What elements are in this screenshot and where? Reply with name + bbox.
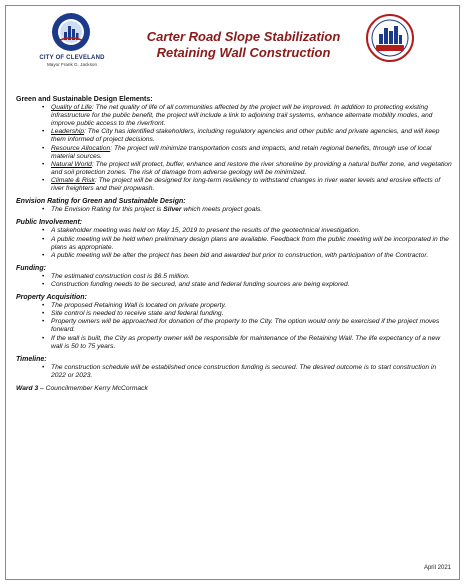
- ward-text: – Councilmember Kerry McCormack: [38, 385, 148, 392]
- title-line-2: Retaining Wall Construction: [156, 45, 331, 60]
- item-term: Quality of Life: [51, 104, 92, 112]
- list-item: [51, 177, 452, 193]
- funding-section: [16, 265, 452, 289]
- property-section: [16, 294, 452, 351]
- list-item: [51, 161, 452, 177]
- list-item: • Construction funding needs to be secured, and state and federal funding sources are being explored.: [51, 281, 452, 289]
- envision-text: The Envision Rating for this project is: [51, 206, 164, 214]
- item-text: : The project will minimize transportation costs and impacts, and retain regional benefits, through use of local material sources.: [51, 144, 432, 160]
- org-name: CITY OF CLEVELAND: [39, 55, 105, 61]
- city-seal-logo: [51, 12, 91, 52]
- list-item: [51, 145, 452, 161]
- property-list: [16, 302, 452, 351]
- envision-rating: Silver: [163, 206, 182, 214]
- list-item: • Property owners will be approached for donation of the property to the City. The option would only be exercised if the project moves forward.: [51, 318, 452, 334]
- document-title: [116, 29, 371, 61]
- list-item: • A public meeting will be after the project has been bid and awarded but prior to construction, with participation of the Contractor.: [51, 252, 452, 260]
- green-design-section: [16, 96, 452, 193]
- rebuilding-cleveland-logo: [366, 14, 414, 62]
- envision-list: [16, 206, 452, 214]
- footer-date: April 2021: [423, 565, 451, 571]
- list-item: • Site control is needed to receive state and federal funding.: [51, 310, 452, 318]
- list-item: • The proposed Retaining Wall is located on private property.: [51, 302, 452, 310]
- document-body: [16, 96, 452, 393]
- timeline-heading: Timeline:: [16, 355, 47, 363]
- list-item: • A stakeholder meeting was held on May 15, 2019 to present the results of the geotechnical investigation.: [51, 227, 452, 235]
- list-item: • The construction schedule will be established once construction funding is secured. The desired outcome is to start construction in 2022 or 2023.: [51, 364, 452, 380]
- green-design-heading: Green and Sustainable Design Elements:: [16, 96, 153, 103]
- item-term: Leadership: [51, 128, 85, 136]
- public-involvement-section: [16, 219, 452, 259]
- envision-text-end: which meets project goals.: [181, 206, 263, 214]
- ward-line: [16, 385, 452, 393]
- ward-label: Ward 3: [16, 385, 39, 392]
- item-term: Resource Allocation: [51, 144, 111, 152]
- title-line-1: Carter Road Slope Stabilization: [146, 29, 341, 44]
- timeline-section: [16, 356, 452, 380]
- list-item: [51, 128, 452, 144]
- item-text: : The project will be designed for long-term resiliency to withstand changes in river water levels and erosive effects of river freighters and their propwash.: [51, 176, 441, 193]
- list-item: • The estimated construction cost is $6.5 million.: [51, 273, 452, 281]
- funding-heading: Funding:: [16, 264, 46, 272]
- property-heading: Property Acquisition:: [16, 294, 87, 302]
- list-item: • A public meeting will be held when preliminary design plans are available. Feedback from the public meeting will be incorporated in the plans as appropriate.: [51, 236, 452, 252]
- item-text: : The City has identified stakeholders, including regulatory agencies and other public and private agencies, and will keep them informed of project decisions.: [51, 128, 440, 144]
- item-term: Natural World: [51, 160, 92, 168]
- envision-heading: Envision Rating for Green and Sustainable Design:: [16, 198, 186, 206]
- list-item: [51, 104, 452, 128]
- timeline-list: [16, 364, 452, 380]
- item-text: : The project will protect, buffer, enhance and restore the river shoreline by providing a natural buffer zone, and vegetation and soil protection zones. The risk of damage from adverse geology will be minimized.: [51, 160, 452, 176]
- funding-list: [16, 273, 452, 289]
- envision-section: [16, 198, 452, 214]
- mayor-name: Mayor Frank G. Jackson: [46, 62, 98, 67]
- public-involvement-list: [16, 227, 452, 259]
- list-item: • If the wall is built, the City as property owner will be responsible for maintenance of the Retaining Wall. The life expectancy of a new wall is 50 to 75 years.: [51, 335, 452, 351]
- item-term: Climate & Risk: [51, 176, 95, 184]
- green-design-list: [16, 104, 452, 193]
- list-item: [51, 206, 452, 214]
- header: [0, 0, 467, 92]
- public-involvement-heading: Public Involvement:: [16, 219, 83, 227]
- item-text: : The net quality of life of all communities affected by the project will be improved. In addition to protecting existing infrastructure for the public benefit, the project will include a link to adjoining trail systems, enhance alternate mobility modes, and improve public access to the riverfront.: [51, 104, 433, 128]
